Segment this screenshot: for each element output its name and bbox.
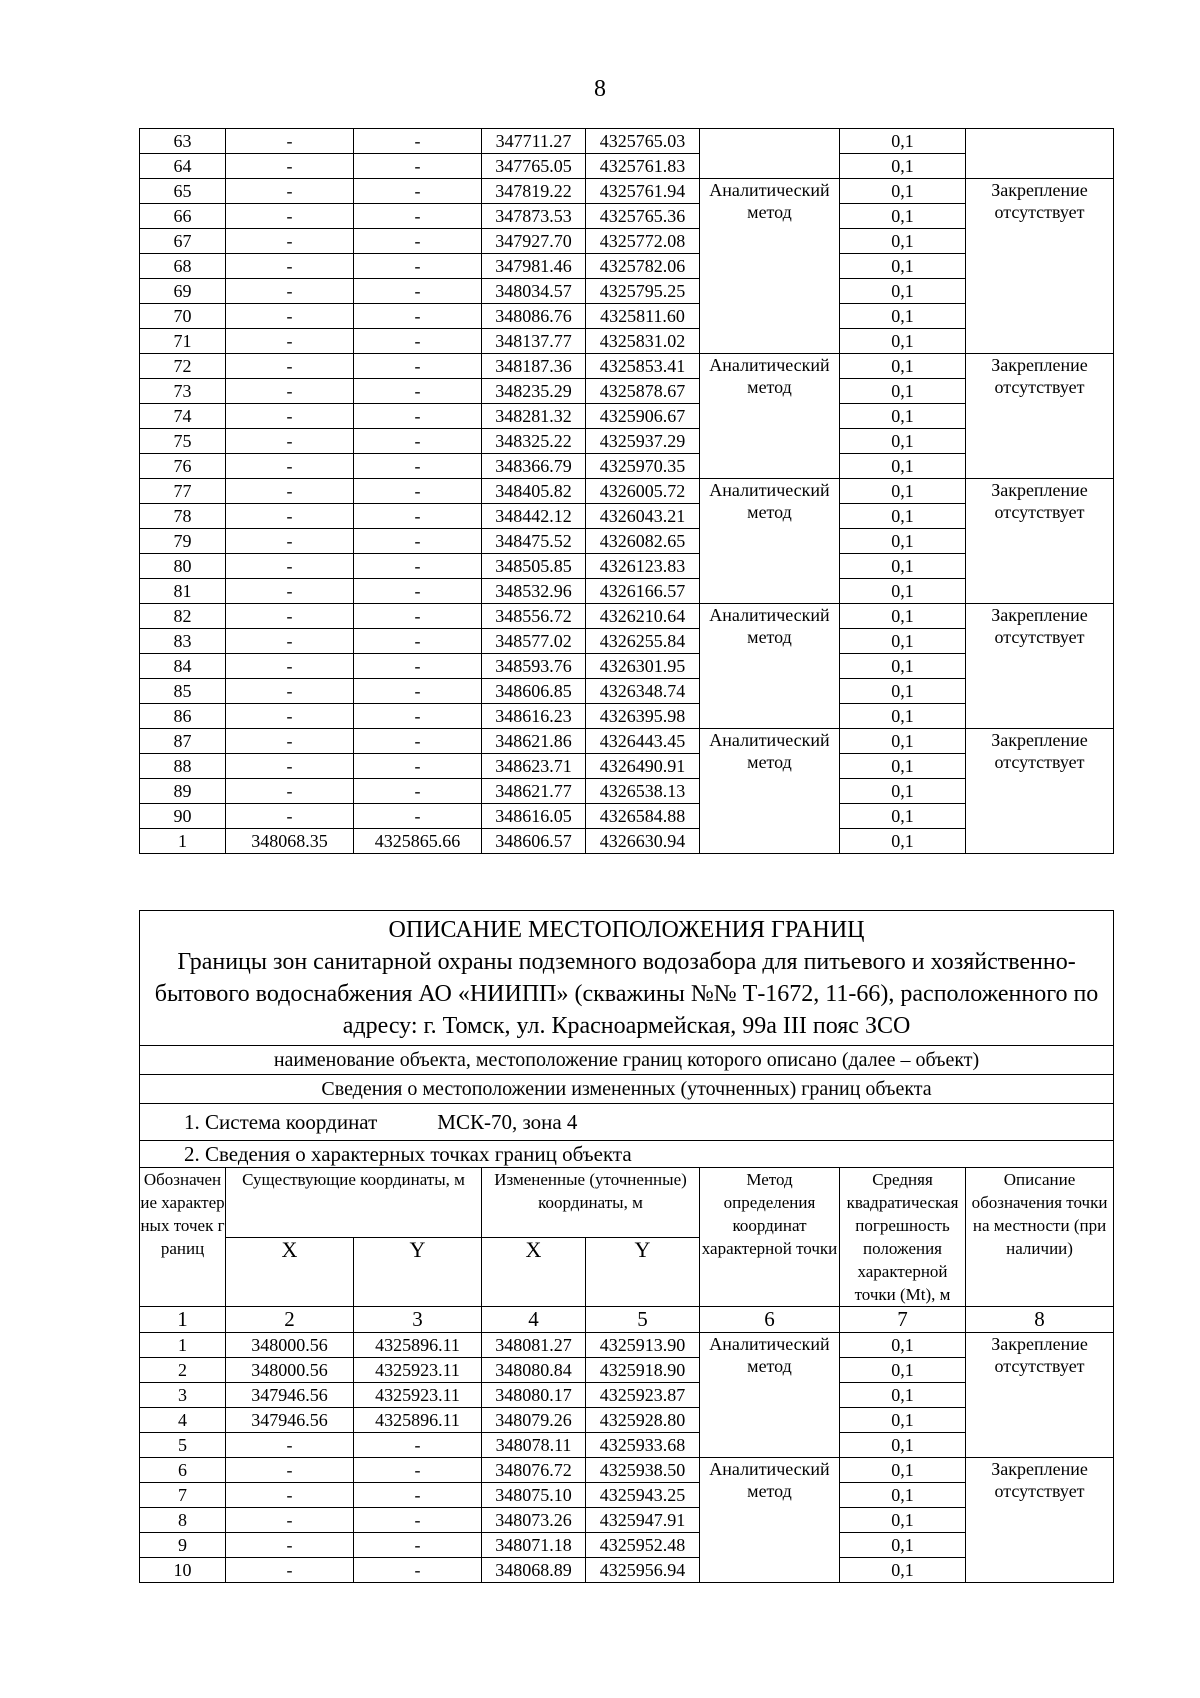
existing-x-cell: - — [226, 754, 354, 779]
existing-x-cell: - — [226, 354, 354, 379]
changed-y-cell: 4326210.64 — [586, 604, 700, 629]
point-number-cell: 79 — [140, 529, 226, 554]
error-cell: 0,1 — [840, 279, 966, 304]
column-number: 7 — [840, 1307, 966, 1333]
point-number-cell: 6 — [140, 1458, 226, 1483]
existing-y-cell: - — [354, 354, 482, 379]
error-cell: 0,1 — [840, 1483, 966, 1508]
method-cell: Аналитический метод — [700, 354, 840, 479]
changed-y-cell: 4325943.25 — [586, 1483, 700, 1508]
existing-y-cell: - — [354, 229, 482, 254]
error-cell: 0,1 — [840, 629, 966, 654]
point-number-cell: 75 — [140, 429, 226, 454]
column-number: 8 — [966, 1307, 1114, 1333]
existing-y-cell: - — [354, 204, 482, 229]
changed-x-cell: 347981.46 — [482, 254, 586, 279]
header-description: Описание обозначения точки на местности (при наличии) — [966, 1168, 1114, 1307]
existing-x-cell: - — [226, 629, 354, 654]
changed-x-cell: 348606.57 — [482, 829, 586, 854]
changed-y-cell: 4325782.06 — [586, 254, 700, 279]
existing-x-cell: 348000.56 — [226, 1358, 354, 1383]
table-row — [140, 729, 1114, 754]
existing-y-cell: - — [354, 529, 482, 554]
column-number: 5 — [586, 1307, 700, 1333]
header-point: Обозначение характерных точек границ — [140, 1168, 226, 1307]
changed-y-cell: 4325933.68 — [586, 1433, 700, 1458]
changed-x-cell: 348623.71 — [482, 754, 586, 779]
existing-x-cell: - — [226, 454, 354, 479]
existing-x-cell: - — [226, 404, 354, 429]
object-name: Границы зон санитарной охраны подземного водозабора для питьевого и хозяйственно-бытового водоснабжения АО «НИИПП» (скважины №№ Т-1672, 11-66), расположенного по адресу: г. Томск, ул. Красноармейская, 99а III пояс ЗСО — [154, 949, 1099, 1039]
fixation-cell: Закрепление отсутствует — [966, 1333, 1114, 1458]
point-number-cell: 1 — [140, 1333, 226, 1358]
changed-y-cell: 4325937.29 — [586, 429, 700, 454]
existing-x-cell: - — [226, 504, 354, 529]
error-cell: 0,1 — [840, 379, 966, 404]
existing-x-cell: - — [226, 179, 354, 204]
existing-y-cell: - — [354, 279, 482, 304]
error-cell: 0,1 — [840, 354, 966, 379]
changed-x-cell: 347927.70 — [482, 229, 586, 254]
method-cell: Аналитический метод — [700, 1333, 840, 1458]
changed-x-cell: 348621.86 — [482, 729, 586, 754]
changed-x-cell: 348137.77 — [482, 329, 586, 354]
changed-x-cell: 348075.10 — [482, 1483, 586, 1508]
existing-x-cell: - — [226, 604, 354, 629]
existing-y-cell: - — [354, 504, 482, 529]
existing-y-cell: - — [354, 729, 482, 754]
existing-y-cell: - — [354, 579, 482, 604]
changed-x-cell: 347711.27 — [482, 129, 586, 154]
table-row — [140, 354, 1114, 379]
changed-y-cell: 4325772.08 — [586, 229, 700, 254]
error-cell: 0,1 — [840, 479, 966, 504]
existing-x-cell: - — [226, 254, 354, 279]
fixation-cell: Закрепление отсутствует — [966, 179, 1114, 354]
changed-y-cell: 4326348.74 — [586, 679, 700, 704]
error-cell: 0,1 — [840, 229, 966, 254]
changed-x-cell: 348556.72 — [482, 604, 586, 629]
changed-x-cell: 348593.76 — [482, 654, 586, 679]
header-method: Метод определения координат характерной точки — [700, 1168, 840, 1307]
error-cell: 0,1 — [840, 654, 966, 679]
header-existing-y: Y — [354, 1237, 482, 1307]
point-number-cell: 63 — [140, 129, 226, 154]
changed-y-cell: 4326043.21 — [586, 504, 700, 529]
existing-y-cell: - — [354, 379, 482, 404]
existing-x-cell: - — [226, 1433, 354, 1458]
point-number-cell: 85 — [140, 679, 226, 704]
existing-x-cell: - — [226, 129, 354, 154]
existing-y-cell: - — [354, 629, 482, 654]
changed-x-cell: 348616.23 — [482, 704, 586, 729]
coordinate-system-value: МСК-70, зона 4 — [437, 1110, 578, 1134]
error-cell: 0,1 — [840, 579, 966, 604]
existing-y-cell: - — [354, 679, 482, 704]
changed-x-cell: 348235.29 — [482, 379, 586, 404]
existing-y-cell: - — [354, 304, 482, 329]
changed-y-cell: 4325853.41 — [586, 354, 700, 379]
changed-x-cell: 348034.57 — [482, 279, 586, 304]
header-changed-y: Y — [586, 1237, 700, 1307]
page-number: 8 — [594, 76, 606, 102]
changed-y-cell: 4325831.02 — [586, 329, 700, 354]
error-cell: 0,1 — [840, 704, 966, 729]
table-row — [140, 179, 1114, 204]
point-number-cell: 76 — [140, 454, 226, 479]
error-cell: 0,1 — [840, 179, 966, 204]
existing-y-cell: - — [354, 254, 482, 279]
changed-y-cell: 4325795.25 — [586, 279, 700, 304]
column-number: 6 — [700, 1307, 840, 1333]
changed-y-cell: 4325761.83 — [586, 154, 700, 179]
point-number-cell: 69 — [140, 279, 226, 304]
existing-x-cell: - — [226, 654, 354, 679]
point-number-cell: 71 — [140, 329, 226, 354]
changed-x-cell: 348325.22 — [482, 429, 586, 454]
existing-y-cell: - — [354, 754, 482, 779]
changed-y-cell: 4326630.94 — [586, 829, 700, 854]
point-number-cell: 2 — [140, 1358, 226, 1383]
point-number-cell: 65 — [140, 179, 226, 204]
changed-x-cell: 348606.85 — [482, 679, 586, 704]
changed-x-cell: 348621.77 — [482, 779, 586, 804]
method-cell — [700, 129, 840, 179]
point-number-cell: 73 — [140, 379, 226, 404]
changed-y-cell: 4326584.88 — [586, 804, 700, 829]
coordinates-table-continued — [139, 128, 1114, 854]
changed-y-cell: 4326123.83 — [586, 554, 700, 579]
error-cell: 0,1 — [840, 604, 966, 629]
point-number-cell: 74 — [140, 404, 226, 429]
existing-x-cell: - — [226, 554, 354, 579]
method-cell: Аналитический метод — [700, 479, 840, 604]
existing-y-cell: - — [354, 404, 482, 429]
changed-x-cell: 348086.76 — [482, 304, 586, 329]
existing-x-cell: - — [226, 304, 354, 329]
changed-x-cell: 348475.52 — [482, 529, 586, 554]
point-number-cell: 80 — [140, 554, 226, 579]
error-cell: 0,1 — [840, 154, 966, 179]
changed-y-cell: 4325918.90 — [586, 1358, 700, 1383]
table-row — [140, 1458, 1114, 1483]
existing-y-cell: - — [354, 704, 482, 729]
point-number-cell: 87 — [140, 729, 226, 754]
changed-y-cell: 4325765.03 — [586, 129, 700, 154]
existing-x-cell: - — [226, 429, 354, 454]
existing-y-cell: - — [354, 1508, 482, 1533]
changed-y-cell: 4326443.45 — [586, 729, 700, 754]
changed-y-cell: 4325952.48 — [586, 1533, 700, 1558]
changed-y-cell: 4325970.35 — [586, 454, 700, 479]
changed-x-cell: 348078.11 — [482, 1433, 586, 1458]
error-cell: 0,1 — [840, 679, 966, 704]
error-cell: 0,1 — [840, 254, 966, 279]
changed-x-cell: 348081.27 — [482, 1333, 586, 1358]
error-cell: 0,1 — [840, 1383, 966, 1408]
changed-y-cell: 4326005.72 — [586, 479, 700, 504]
point-number-cell: 83 — [140, 629, 226, 654]
changed-x-cell: 348366.79 — [482, 454, 586, 479]
existing-x-cell: 347946.56 — [226, 1408, 354, 1433]
error-cell: 0,1 — [840, 804, 966, 829]
existing-y-cell: - — [354, 604, 482, 629]
method-cell: Аналитический метод — [700, 729, 840, 854]
point-number-cell: 4 — [140, 1408, 226, 1433]
existing-x-cell: - — [226, 154, 354, 179]
point-number-cell: 86 — [140, 704, 226, 729]
existing-x-cell: - — [226, 1483, 354, 1508]
error-cell: 0,1 — [840, 1408, 966, 1433]
fixation-cell: Закрепление отсутствует — [966, 729, 1114, 854]
changed-y-cell: 4325928.80 — [586, 1408, 700, 1433]
point-number-cell: 3 — [140, 1383, 226, 1408]
existing-y-cell: - — [354, 454, 482, 479]
column-number: 2 — [226, 1307, 354, 1333]
points-section-heading: 2. Сведения о характерных точках границ объекта — [140, 1141, 1114, 1168]
column-number: 1 — [140, 1307, 226, 1333]
existing-y-cell: - — [354, 329, 482, 354]
existing-x-cell: - — [226, 704, 354, 729]
existing-x-cell: - — [226, 379, 354, 404]
point-number-cell: 82 — [140, 604, 226, 629]
changed-x-cell: 348505.85 — [482, 554, 586, 579]
existing-x-cell: 347946.56 — [226, 1383, 354, 1408]
point-number-cell: 89 — [140, 779, 226, 804]
error-cell: 0,1 — [840, 754, 966, 779]
point-number-cell: 9 — [140, 1533, 226, 1558]
header-existing-coords: Существующие координаты, м — [226, 1168, 482, 1238]
existing-x-cell: - — [226, 1558, 354, 1583]
changed-y-cell: 4325956.94 — [586, 1558, 700, 1583]
existing-x-cell: - — [226, 329, 354, 354]
existing-y-cell: - — [354, 479, 482, 504]
point-number-cell: 5 — [140, 1433, 226, 1458]
changed-y-cell: 4325923.87 — [586, 1383, 700, 1408]
changed-x-cell: 347819.22 — [482, 179, 586, 204]
object-title-cell — [140, 911, 1114, 1046]
existing-x-cell: - — [226, 1533, 354, 1558]
changed-x-cell: 348080.84 — [482, 1358, 586, 1383]
changed-y-cell: 4325906.67 — [586, 404, 700, 429]
object-caption: наименование объекта, местоположение границ которого описано (далее – объект) — [140, 1046, 1114, 1075]
changed-y-cell: 4325913.90 — [586, 1333, 700, 1358]
table-row — [140, 129, 1114, 154]
table-row — [140, 1333, 1114, 1358]
existing-y-cell: - — [354, 1533, 482, 1558]
fixation-cell: Закрепление отсутствует — [966, 1458, 1114, 1583]
header-changed-x: X — [482, 1237, 586, 1307]
changed-y-cell: 4325938.50 — [586, 1458, 700, 1483]
existing-x-cell: 348000.56 — [226, 1333, 354, 1358]
error-cell: 0,1 — [840, 554, 966, 579]
existing-y-cell: - — [354, 654, 482, 679]
existing-y-cell: - — [354, 1483, 482, 1508]
changed-x-cell: 348071.18 — [482, 1533, 586, 1558]
changed-x-cell: 348532.96 — [482, 579, 586, 604]
document-title: ОПИСАНИЕ МЕСТОПОЛОЖЕНИЯ ГРАНИЦ — [388, 917, 865, 943]
method-cell: Аналитический метод — [700, 179, 840, 354]
changed-x-cell: 348076.72 — [482, 1458, 586, 1483]
changed-boundaries-info: Сведения о местоположении измененных (уточненных) границ объекта — [140, 1075, 1114, 1104]
point-number-cell: 77 — [140, 479, 226, 504]
changed-x-cell: 348080.17 — [482, 1383, 586, 1408]
method-cell: Аналитический метод — [700, 1458, 840, 1583]
existing-x-cell: - — [226, 679, 354, 704]
changed-y-cell: 4325878.67 — [586, 379, 700, 404]
existing-y-cell: - — [354, 429, 482, 454]
existing-x-cell: - — [226, 779, 354, 804]
changed-y-cell: 4326166.57 — [586, 579, 700, 604]
point-number-cell: 81 — [140, 579, 226, 604]
changed-x-cell: 348577.02 — [482, 629, 586, 654]
error-cell: 0,1 — [840, 1458, 966, 1483]
point-number-cell: 67 — [140, 229, 226, 254]
header-changed-coords: Измененные (уточненные) координаты, м — [482, 1168, 700, 1238]
fixation-cell: Закрепление отсутствует — [966, 604, 1114, 729]
existing-y-cell: - — [354, 804, 482, 829]
changed-x-cell: 348187.36 — [482, 354, 586, 379]
changed-x-cell: 348281.32 — [482, 404, 586, 429]
error-cell: 0,1 — [840, 329, 966, 354]
point-number-cell: 70 — [140, 304, 226, 329]
error-cell: 0,1 — [840, 1508, 966, 1533]
changed-x-cell: 348068.89 — [482, 1558, 586, 1583]
existing-y-cell: - — [354, 154, 482, 179]
error-cell: 0,1 — [840, 304, 966, 329]
point-number-cell: 64 — [140, 154, 226, 179]
error-cell: 0,1 — [840, 404, 966, 429]
table-row — [140, 479, 1114, 504]
error-cell: 0,1 — [840, 204, 966, 229]
existing-x-cell: 348068.35 — [226, 829, 354, 854]
changed-x-cell: 348405.82 — [482, 479, 586, 504]
changed-x-cell: 348073.26 — [482, 1508, 586, 1533]
fixation-cell — [966, 129, 1114, 179]
header-error: Средняя квадратическая погрешность положения характерной точки (Mt), м — [840, 1168, 966, 1307]
error-cell: 0,1 — [840, 429, 966, 454]
error-cell: 0,1 — [840, 729, 966, 754]
point-number-cell: 10 — [140, 1558, 226, 1583]
existing-x-cell: - — [226, 804, 354, 829]
point-number-cell: 88 — [140, 754, 226, 779]
changed-y-cell: 4326395.98 — [586, 704, 700, 729]
existing-x-cell: - — [226, 204, 354, 229]
existing-y-cell: - — [354, 1433, 482, 1458]
error-cell: 0,1 — [840, 1533, 966, 1558]
coordinate-system-label: 1. Система координат — [184, 1110, 378, 1134]
error-cell: 0,1 — [840, 1333, 966, 1358]
point-number-cell: 72 — [140, 354, 226, 379]
point-number-cell: 66 — [140, 204, 226, 229]
existing-x-cell: - — [226, 279, 354, 304]
error-cell: 0,1 — [840, 129, 966, 154]
changed-x-cell: 347765.05 — [482, 154, 586, 179]
error-cell: 0,1 — [840, 504, 966, 529]
point-number-cell: 7 — [140, 1483, 226, 1508]
point-number-cell: 1 — [140, 829, 226, 854]
changed-y-cell: 4326255.84 — [586, 629, 700, 654]
existing-y-cell: 4325865.66 — [354, 829, 482, 854]
changed-y-cell: 4326301.95 — [586, 654, 700, 679]
existing-y-cell: 4325896.11 — [354, 1408, 482, 1433]
changed-x-cell: 348616.05 — [482, 804, 586, 829]
existing-y-cell: - — [354, 1458, 482, 1483]
fixation-cell: Закрепление отсутствует — [966, 354, 1114, 479]
existing-x-cell: - — [226, 529, 354, 554]
changed-x-cell: 348079.26 — [482, 1408, 586, 1433]
existing-x-cell: - — [226, 729, 354, 754]
changed-y-cell: 4326490.91 — [586, 754, 700, 779]
table-row — [140, 604, 1114, 629]
existing-x-cell: - — [226, 579, 354, 604]
existing-y-cell: - — [354, 779, 482, 804]
changed-y-cell: 4325761.94 — [586, 179, 700, 204]
error-cell: 0,1 — [840, 1358, 966, 1383]
existing-y-cell: - — [354, 179, 482, 204]
existing-y-cell: 4325896.11 — [354, 1333, 482, 1358]
existing-y-cell: - — [354, 129, 482, 154]
changed-y-cell: 4326538.13 — [586, 779, 700, 804]
column-number: 3 — [354, 1307, 482, 1333]
changed-y-cell: 4325765.36 — [586, 204, 700, 229]
error-cell: 0,1 — [840, 1433, 966, 1458]
existing-x-cell: - — [226, 229, 354, 254]
existing-y-cell: 4325923.11 — [354, 1358, 482, 1383]
existing-x-cell: - — [226, 1508, 354, 1533]
point-number-cell: 8 — [140, 1508, 226, 1533]
boundary-description-table — [139, 910, 1114, 1583]
point-number-cell: 84 — [140, 654, 226, 679]
header-existing-x: X — [226, 1237, 354, 1307]
column-number: 4 — [482, 1307, 586, 1333]
method-cell: Аналитический метод — [700, 604, 840, 729]
coordinate-system-row — [140, 1104, 1114, 1141]
existing-x-cell: - — [226, 1458, 354, 1483]
fixation-cell: Закрепление отсутствует — [966, 479, 1114, 604]
changed-x-cell: 348442.12 — [482, 504, 586, 529]
changed-y-cell: 4325947.91 — [586, 1508, 700, 1533]
changed-y-cell: 4326082.65 — [586, 529, 700, 554]
point-number-cell: 90 — [140, 804, 226, 829]
error-cell: 0,1 — [840, 454, 966, 479]
point-number-cell: 68 — [140, 254, 226, 279]
changed-y-cell: 4325811.60 — [586, 304, 700, 329]
error-cell: 0,1 — [840, 779, 966, 804]
existing-y-cell: - — [354, 554, 482, 579]
error-cell: 0,1 — [840, 1558, 966, 1583]
changed-x-cell: 347873.53 — [482, 204, 586, 229]
existing-x-cell: - — [226, 479, 354, 504]
point-number-cell: 78 — [140, 504, 226, 529]
error-cell: 0,1 — [840, 829, 966, 854]
error-cell: 0,1 — [840, 529, 966, 554]
existing-y-cell: - — [354, 1558, 482, 1583]
existing-y-cell: 4325923.11 — [354, 1383, 482, 1408]
